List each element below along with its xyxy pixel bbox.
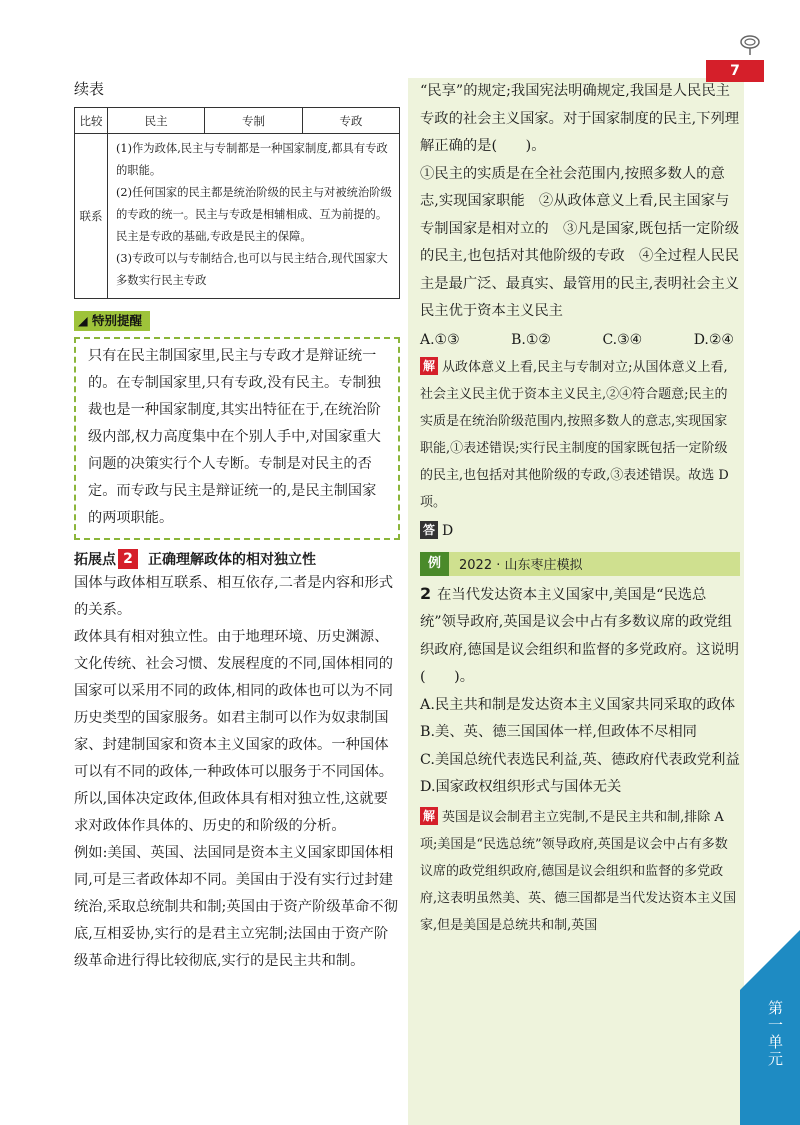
question-2-option: C.美国总统代表选民利益,英、德政府代表政党利益 [420,751,740,768]
expand-point-heading [74,548,400,570]
pushpin-icon [738,32,762,56]
example-label: 例 [420,552,449,576]
option-item: A.①③ [420,331,460,348]
explanation-badge-icon: 解 [420,807,438,825]
left-column [74,78,400,975]
table-header-cell: 专制 [205,108,302,134]
table-header-cell: 民主 [108,108,205,134]
special-tip-box: 只有在民主制国家里,民主与专政才是辩证统一的。在专制国家里,只有专政,没有民主。专制独裁也是一种国家制度,其实出特征在于,在统治阶级内部,权力高度集中在个别人手中,对国家重大问题的决策实行个人专断。专制是对民主的否定。而专政与民主是辩证统一的,是民主制国家的两项职能。 [74,337,400,540]
table-paragraph: (1)作为政体,民主与专制都是一种国家制度,都具有专政的职能。 [116,142,388,177]
expand-point-number: 2 [118,549,138,569]
body-paragraph: 政体具有相对独立性。由于地理环境、历史渊源、文化传统、社会习惯、发展程度的不同,国体相同的国家可以采用不同的政体,相同的政体也可以为不同历史类型的国家服务。如君主制可以作为奴隶制国家、封建制国家和资本主义国家的政体。一种国体可以有不同的政体,一种政体可以服务于不同国体。所以,国体决定政体,但政体具有相对独立性,这就要求对政体作具体的、历史的和阶级的分析。 [74,629,394,834]
question-1-explanation [420,354,740,516]
option-item: D.②④ [693,331,734,348]
explanation-badge-icon: 解 [420,357,438,375]
option-item: C.③④ [602,331,643,348]
expand-point-title: 正确理解政体的相对独立性 [148,552,316,568]
answer-badge-icon: 答 [420,521,438,539]
table-header-row [75,108,400,134]
question-2-option: A.民主共和制是发达资本主义国家共同采取的政体 [420,696,736,713]
question-2-explanation [420,804,740,939]
question-2-option: B.美、英、德三国国体一样,但政体不尽相同 [420,724,697,740]
question-1-stem: “民享”的规定;我国宪法明确规定,我国是人民民主专政的社会主义国家。对于国家制度的民主,下列理解正确的是( )。 [420,83,740,154]
expand-point-label: 拓展点 [74,552,116,568]
explanation-text: 从政体意义上看,民主与专制对立;从国体意义上看,社会主义民主优于资本主义民主,②④符合题意;民主的实质是在统治阶级范围内,按照多数人的意志,实现国家职能,①表述错误;实行民主制度的国家既包括一定阶级的民主,也包括对其他阶级的专政,③表述错误。故选 D 项。 [420,359,729,510]
tip-flag-icon: ◢ [78,313,88,328]
unit-label: 第一单元 [766,1000,784,1068]
continued-table-label: 续表 [74,80,105,98]
option-item: B.①② [511,331,551,348]
question-2-stem [420,580,740,692]
question-1-options [420,326,740,354]
body-paragraph: 国体与政体相互联系、相互依存,二者是内容和形式的关系。 [74,575,394,618]
expand-point-body [74,570,400,975]
table-header-cell: 比较 [75,108,108,134]
special-tip-title: ◢ 特别提醒 [74,311,150,331]
page-number: 7 [706,60,764,82]
example-source: 2022 · 山东枣庄模拟 [459,558,583,573]
question-1-answer [420,518,740,544]
right-column [420,78,740,939]
question-2-option: D.国家政权组织形式与国体无关 [420,779,622,795]
table-row [75,134,400,299]
question-2-text: 在当代发达资本主义国家中,美国是“民选总统”领导政府,英国是议会中占有多数议席的政党组织政府,德国是议会组织和监督的多党政府。这说明( )。 [420,586,740,685]
table-cell-contact [108,134,400,299]
question-number: 2 [420,583,432,603]
answer-text: D [442,522,454,539]
comparison-table [74,107,400,299]
example-bar [420,552,740,576]
explanation-text: 英国是议会制君主立宪制,不是民主共和制,排除 A 项;美国是“民选总统”领导政府,英国是议会中占有多数议席的政党组织政府,德国是议会组织和监督的多党政府,这表明虽然美、英、德三国都是当代发达资本主义国家,但是美国是总统共和制,英国 [420,809,737,933]
table-paragraph: (2)任何国家的民主都是统治阶级的民主与对被统治阶级的专政的统一。民主与专政是相辅相成、互为前提的。民主是专政的基础,专政是民主的保障。 [116,186,392,243]
body-paragraph: 例如:美国、英国、法国同是资本主义国家即国体相同,可是三者政体却不同。美国由于没有实行过封建统治,采取总统制共和制;英国由于资产阶级革命不彻底,互相妥协,实行的是君主立宪制;法国由于资产阶级革命进行得比较彻底,实行的是民主共和制。 [74,845,398,969]
table-header-cell: 专政 [302,108,399,134]
question-1-statements: ①民主的实质是在全社会范围内,按照多数人的意志,实现国家职能 ②从政体意义上看,民主国家与专制国家是相对立的 ③凡是国家,既包括一定阶级的民主,也包括对其他阶级的专政 ④全过程人民民主是最广泛、最真实、最管用的民主,表明社会主义民主优于资本主义民主 [420,165,740,319]
table-paragraph: (3)专政可以与专制结合,也可以与民主结合,现代国家大多数实行民主专政 [116,252,388,287]
row-label: 联系 [75,134,108,299]
